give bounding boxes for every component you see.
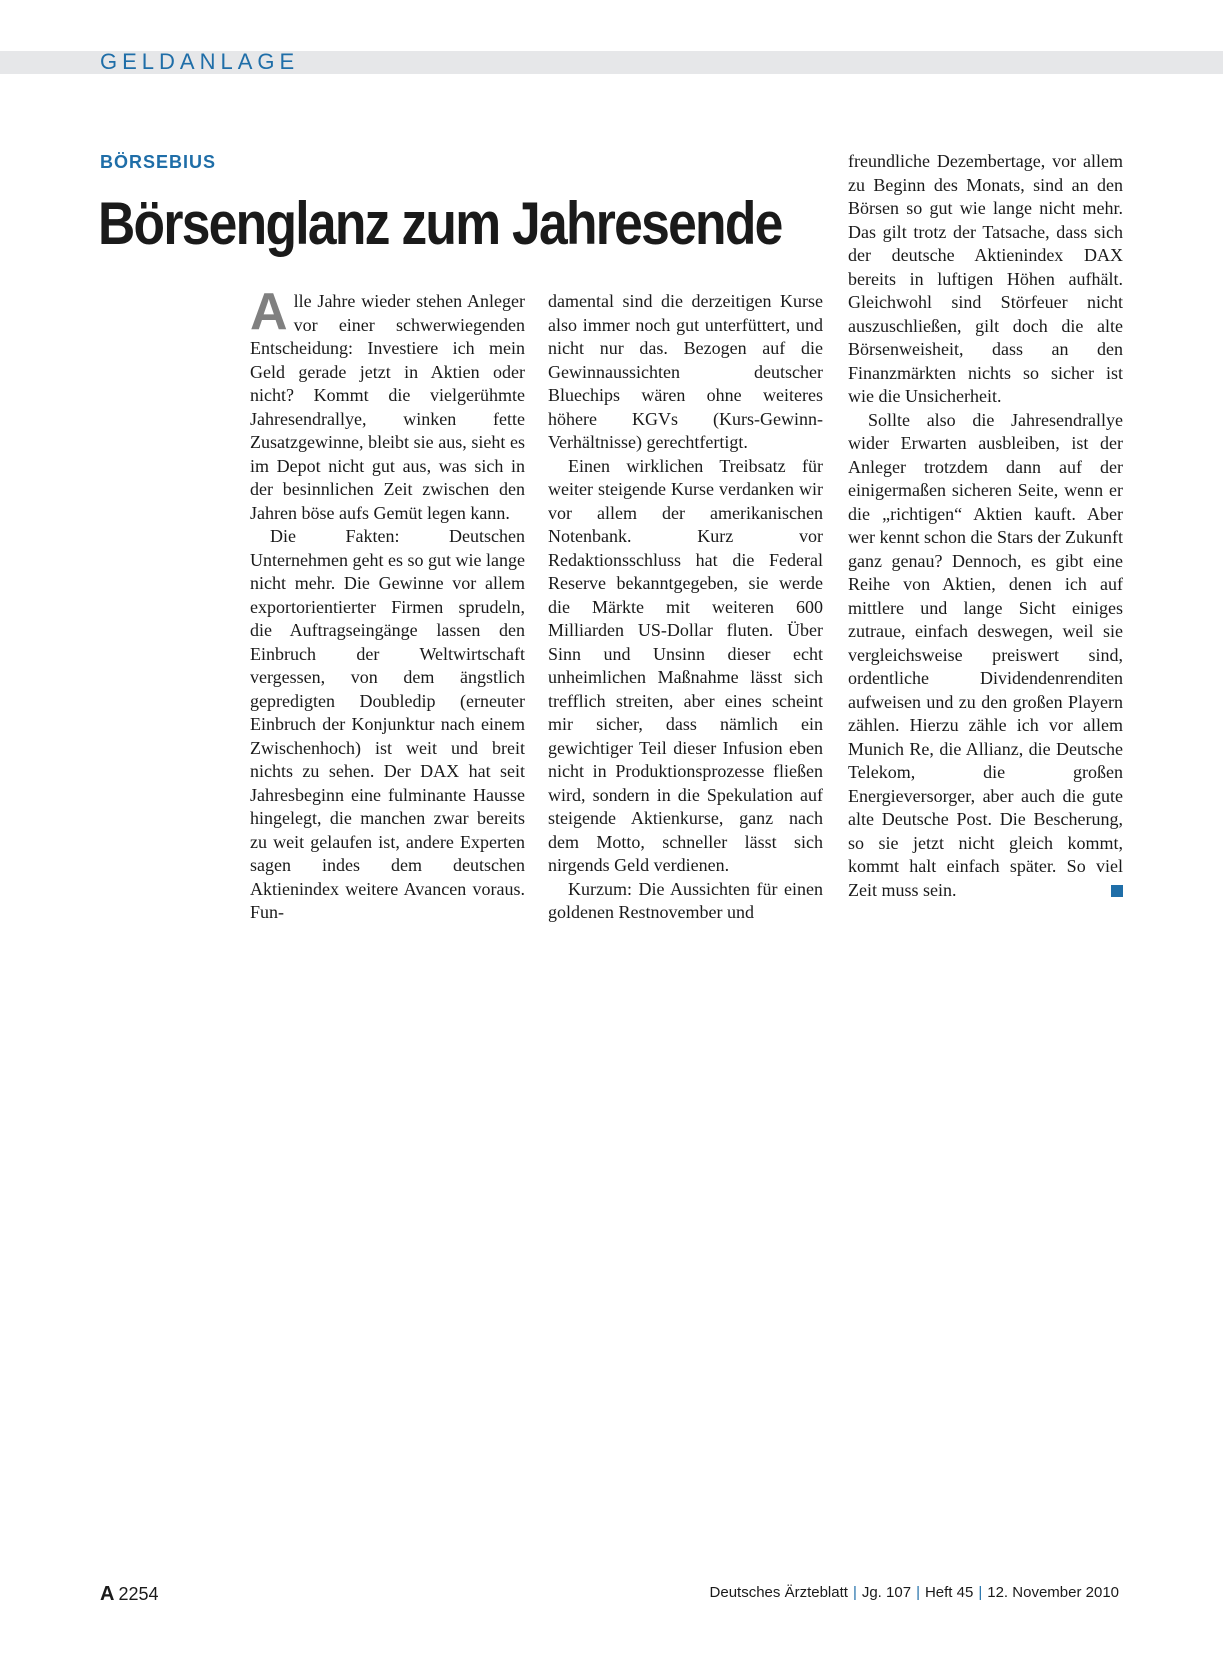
separator: | xyxy=(852,1584,857,1601)
article-column-3 xyxy=(848,150,1123,902)
end-of-article-icon xyxy=(1111,885,1123,897)
paragraph xyxy=(848,409,1123,903)
paragraph xyxy=(250,283,525,525)
paragraph: Kurzum: Die Aussichten für einen goldenen Restnovember und xyxy=(548,878,823,922)
paragraph: damental sind die derzeitigen Kurse also immer noch gut unterfüttert, und nicht nur das. Bezogen auf die Gewinnaussichten deutscher Bluechips wären ohne weiteres höhere KGVs (Kurs-Gewinn-Verhältnisse) gerechtfertigt. xyxy=(548,291,823,452)
paragraph-text: lle Jahre wieder stehen Anleger vor einer schwerwiegenden Entscheidung: Investiere ich mein Geld gerade jetzt in Aktien oder nicht? Kommt die vielgerühmte Jahresendrallye, winken fette Zusatzgewinne, bleibt sie aus, sieht es im Depot nicht gut aus, was sich in der besinnlichen Zeit zwischen den Jahren böse aufs Gemüt legen kann. xyxy=(250,291,525,523)
article-column-2 xyxy=(548,290,823,925)
journal-volume: Jg. 107 xyxy=(861,1584,912,1601)
article-kicker: BÖRSEBIUS xyxy=(100,152,217,172)
paragraph: Die Fakten: Deutschen Unternehmen geht es so gut wie lange nicht mehr. Die Gewinne vor allem exportorientierter Firmen sprudeln, die Auftragseingänge lassen den Einbruch der Weltwirtschaft vergessen, von dem ängstlich gepredigten Doubledip (erneuter Einbruch der Konjunktur nach einem Zwischenhoch) ist weit und breit nichts zu sehen. Der DAX hat seit Jahresbeginn eine fulminante Hausse hingelegt, die manchen zwar bereits zu weit gelaufen ist, andere Experten sagen indes dem deutschen Aktienindex weitere Avancen voraus. Fun- xyxy=(250,526,525,922)
journal-issue: Heft 45 xyxy=(924,1584,974,1601)
journal-date: 12. November 2010 xyxy=(987,1584,1119,1601)
journal-name: Deutsches Ärzteblatt xyxy=(709,1584,848,1601)
page-number xyxy=(100,1583,159,1606)
journal-info xyxy=(710,1584,1119,1601)
separator: | xyxy=(978,1584,983,1601)
page-prefix: A xyxy=(100,1583,115,1605)
section-label: GELDANLAGE xyxy=(100,49,300,74)
separator: | xyxy=(916,1584,920,1601)
drop-cap: A xyxy=(250,283,288,341)
paragraph: freundliche Dezembertage, vor allem zu Beginn des Monats, sind an den Börsen so gut wie lange nicht mehr. Das gilt trotz der Tatsache, dass sich der deutsche Aktienindex DAX bereits in luftigen Höhen aufhält. Gleichwohl sind Störfeuer nicht auszuschließen, gilt doch die alte Börsenweisheit, dass an den Finanzmärkten nichts so sicher ist wie die Unsicherheit. xyxy=(848,151,1123,406)
page-number-value: 2254 xyxy=(118,1584,159,1604)
paragraph: Einen wirklichen Treibsatz für weiter steigende Kurse verdanken wir vor allem der amerikanischen Notenbank. Kurz vor Redaktionsschluss hat die Federal Reserve bekanntgegeben, sie werde die Märkte mit weiteren 600 Milliarden US-Dollar fluten. Über Sinn und Unsinn dieser echt unheimlichen Maßnahme lässt sich trefflich streiten, aber eines scheint mir sicher, dass nämlich ein gewichtiger Teil dieser Infusion eben nicht in Produktionsprozesse fließen wird, sondern in die Spekulation auf steigende Aktienkurse, ganz nach dem Motto, schneller lässt sich nirgends Geld verdienen. xyxy=(548,455,823,875)
paragraph-text: Sollte also die Jahresendrallye wider Erwarten ausbleiben, ist der Anleger trotzdem dann auf der einigermaßen sicheren Seite, wenn er die „richtigen“ Aktien kauft. Aber wer kennt schon die Stars der Zukunft ganz genau? Dennoch, es gibt eine Reihe von Aktien, denen ich auf mittlere und lange Sicht einiges zutraue, einfach deswegen, weil sie vergleichsweise preiswert sind, ordentliche Dividendenrenditen aufweisen und zu den großen Playern zählen. Hierzu zähle ich vor allem Munich Re, die Allianz, die Deutsche Telekom, die großen Energieversorger, aber auch die gute alte Deutsche Post. Die Bescherung, so sie jetzt nicht gleich kommt, kommt halt einfach später. So viel Zeit muss sein. xyxy=(848,409,1123,900)
article-headline: Börsenglanz zum Jahresende xyxy=(98,190,782,257)
article-column-1 xyxy=(250,283,525,925)
